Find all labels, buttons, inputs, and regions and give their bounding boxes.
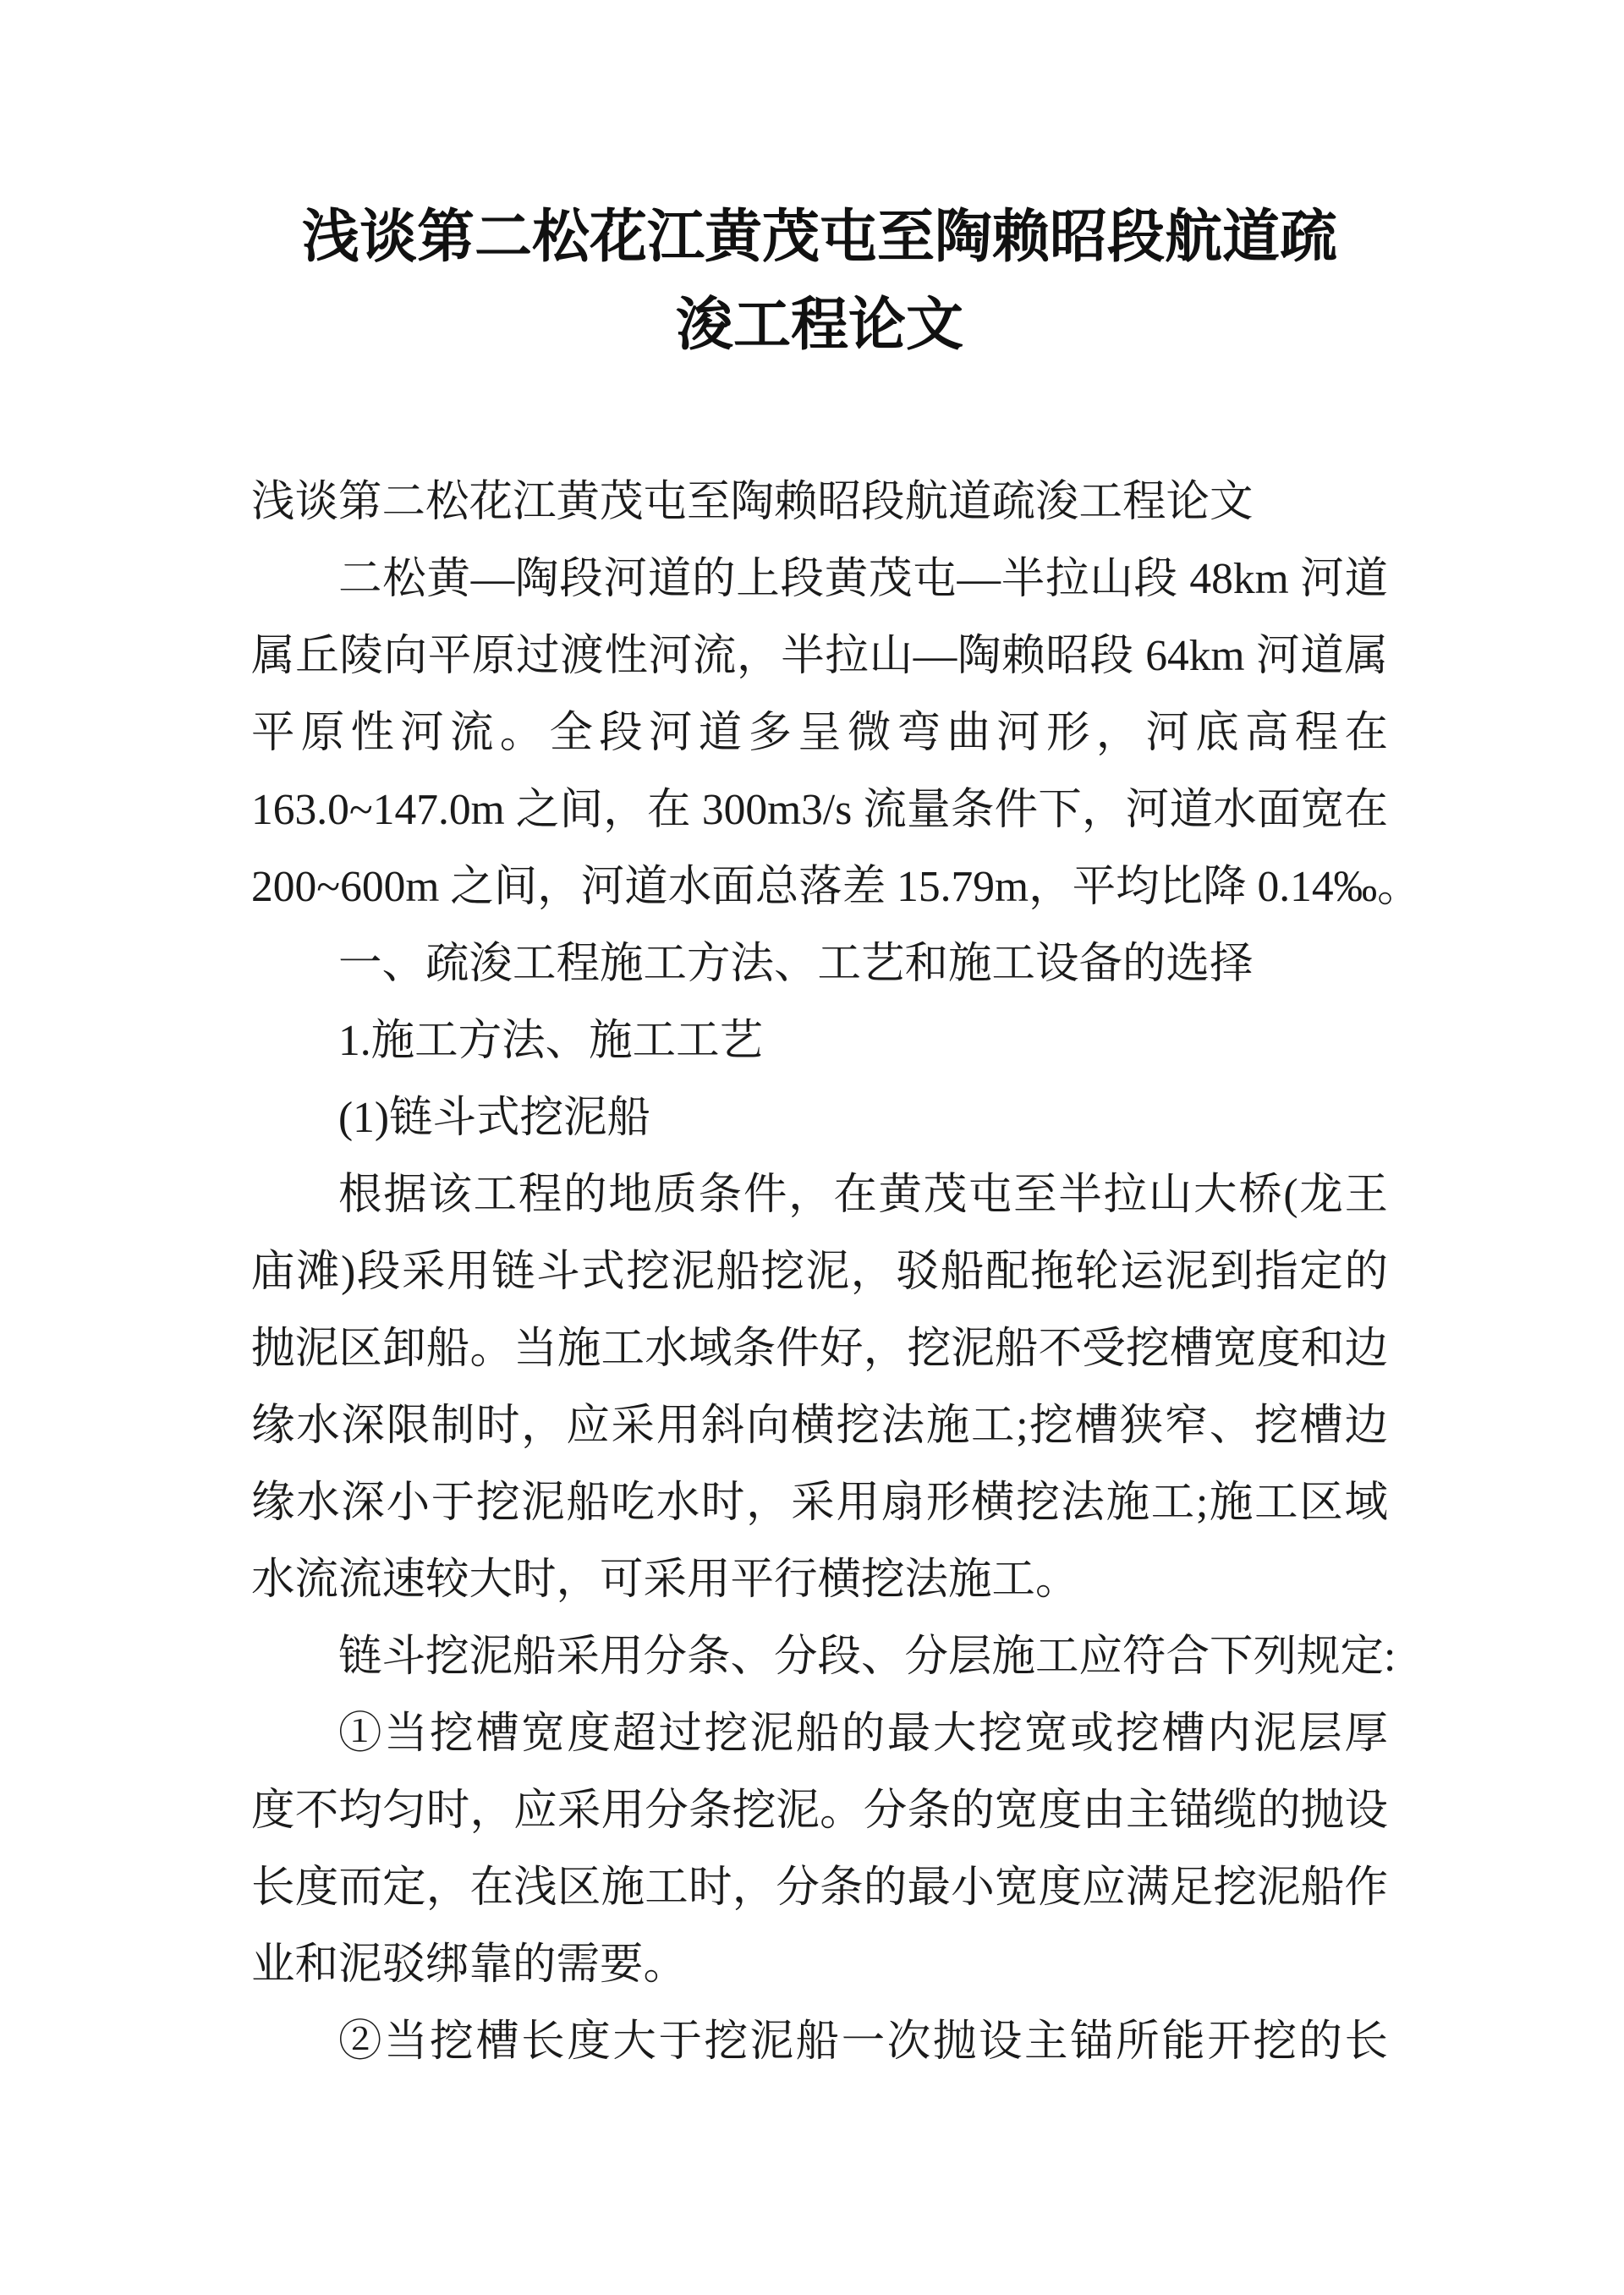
body-text-line: 庙滩)段采用链斗式挖泥船挖泥，驳船配拖轮运泥到指定的 [251,1248,1388,1296]
list-item-line: 长度而定，在浅区施工时，分条的最小宽度应满足挖泥船作 [251,1864,1388,1912]
list-item-line: 度不均匀时，应采用分条挖泥。分条的宽度由主锚缆的抛设 [251,1787,1388,1835]
document-title-line: 浅谈第二松花江黄茂屯至陶赖昭段航道疏 [301,205,1337,269]
list-item-line: 业和泥驳绑靠的需要。 [251,1941,688,1989]
body-text-line: 200~600m 之间，河道水面总落差 15.79m，平均比降 0.14‰。 [251,863,1421,911]
body-text-line: 根据该工程的地质条件，在黄茂屯至半拉山大桥(龙王 [338,1171,1388,1219]
list-item-line: ①当挖槽宽度超过挖泥船的最大挖宽或挖槽内泥层厚 [338,1710,1388,1758]
body-text-line: 163.0~147.0m 之间，在 300m3/s 流量条件下，河道水面宽在 [251,786,1388,834]
body-text-line: 抛泥区卸船。当施工水域条件好，挖泥船不受挖槽宽度和边 [251,1325,1388,1373]
body-text-line: 水流流速较大时，可采用平行横挖法施工。 [251,1556,1079,1604]
section-heading: 一、疏浚工程施工方法、工艺和施工设备的选择 [338,940,1254,988]
document-title [251,193,1388,369]
body-text-line: 缘水深限制时，应采用斜向横挖法施工;挖槽狭窄、挖槽边 [251,1402,1388,1450]
document-title-line: 浚工程论文 [675,293,963,357]
body-text-line: 缘水深小于挖泥船吃水时，采用扇形横挖法施工;施工区域 [251,1479,1388,1527]
body-text-line: 链斗挖泥船采用分条、分段、分层施工应符合下列规定: [338,1633,1396,1681]
body-text-line: 属丘陵向平原过渡性河流，半拉山—陶赖昭段 64km 河道属 [251,632,1388,680]
body-text-line: 二松黄—陶段河道的上段黄茂屯—半拉山段 48km 河道 [338,555,1388,603]
body-text-line: 平原性河流。全段河道多呈微弯曲河形，河底高程在 [251,709,1388,757]
document-body [251,464,1421,2080]
subsection-heading: 1.施工方法、施工工艺 [338,1017,764,1065]
list-item-line: ②当挖槽长度大于挖泥船一次抛设主锚所能开挖的长 [338,2018,1388,2066]
repeated-title-line: 浅谈第二松花江黄茂屯至陶赖昭段航道疏浚工程论文 [251,478,1254,526]
subsubsection-heading: (1)链斗式挖泥船 [338,1094,651,1142]
